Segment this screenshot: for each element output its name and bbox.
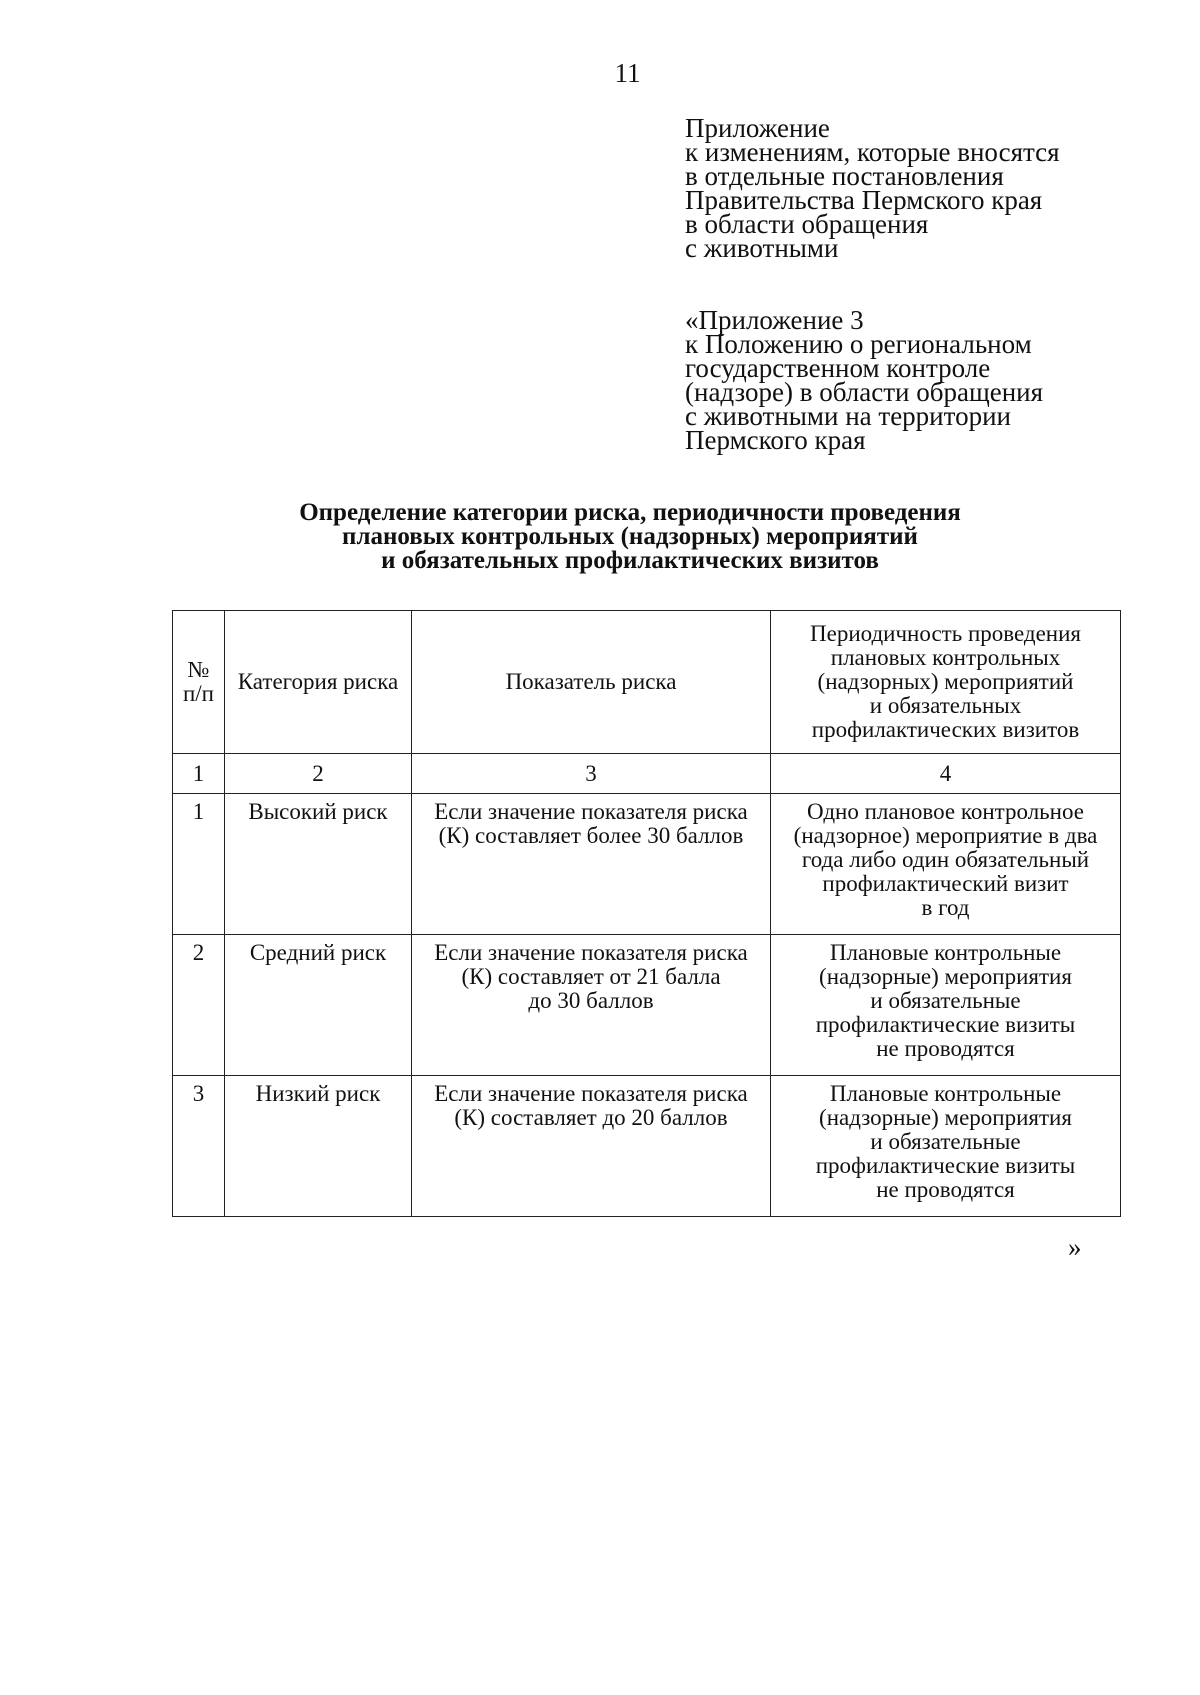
sub-appendix-line: к Положению о региональном [685,329,1032,359]
sub-appendix-header [685,305,1185,455]
title-line: плановых контрольных (надзорных) мероприятий [342,523,918,550]
sub-appendix-line: с животными на территории [685,401,1011,431]
appendix-header-line: с животными [685,233,839,263]
table-row [173,794,1121,935]
column-number: 4 [771,754,1121,794]
page-number: 11 [614,58,641,88]
column-number: 1 [173,754,225,794]
document-title [160,501,1100,573]
appendix-header [685,113,1185,263]
inspection-frequency: Одно плановое контрольное (надзорное) мероприятие в два года либо один обязательный профилактический визит в год [771,794,1121,935]
risk-category-table [172,610,1121,1217]
table-header-row [173,611,1121,754]
risk-indicator: Если значение показателя риска (К) составляет до 20 баллов [412,1076,771,1217]
appendix-header-line: Приложение [685,113,830,143]
row-number: 2 [173,935,225,1076]
header-indicator: Показатель риска [412,611,771,754]
header-frequency: Периодичность проведения плановых контрольных (надзорных) мероприятий и обязательных профилактических визитов [771,611,1121,754]
title-line: Определение категории риска, периодичности проведения [299,499,961,526]
appendix-header-line: к изменениям, которые вносятся [685,137,1060,167]
appendix-header-line: в отдельные постановления [685,161,1004,191]
sub-appendix-line: государственном контроле [685,353,991,383]
sub-appendix-line: «Приложение 3 [685,305,864,335]
table-row [173,1076,1121,1217]
table-row [173,935,1121,1076]
header-category: Категория риска [225,611,412,754]
appendix-header-line: Правительства Пермского края [685,185,1043,215]
inspection-frequency: Плановые контрольные (надзорные) мероприятия и обязательные профилактические визиты не проводятся [771,1076,1121,1217]
closing-quote: » [1068,1232,1082,1262]
column-number-row [173,754,1121,794]
risk-indicator: Если значение показателя риска (К) составляет более 30 баллов [412,794,771,935]
sub-appendix-line: (надзоре) в области обращения [685,377,1044,407]
row-number: 1 [173,794,225,935]
header-number: № п/п [173,611,225,754]
sub-appendix-line: Пермского края [685,425,866,455]
risk-category: Средний риск [225,935,412,1076]
title-line: и обязательных профилактических визитов [381,547,879,574]
inspection-frequency: Плановые контрольные (надзорные) мероприятия и обязательные профилактические визиты не проводятся [771,935,1121,1076]
risk-category: Высокий риск [225,794,412,935]
risk-indicator: Если значение показателя риска (К) составляет от 21 балла до 30 баллов [412,935,771,1076]
column-number: 3 [412,754,771,794]
risk-category: Низкий риск [225,1076,412,1217]
appendix-header-line: в области обращения [685,209,929,239]
column-number: 2 [225,754,412,794]
row-number: 3 [173,1076,225,1217]
